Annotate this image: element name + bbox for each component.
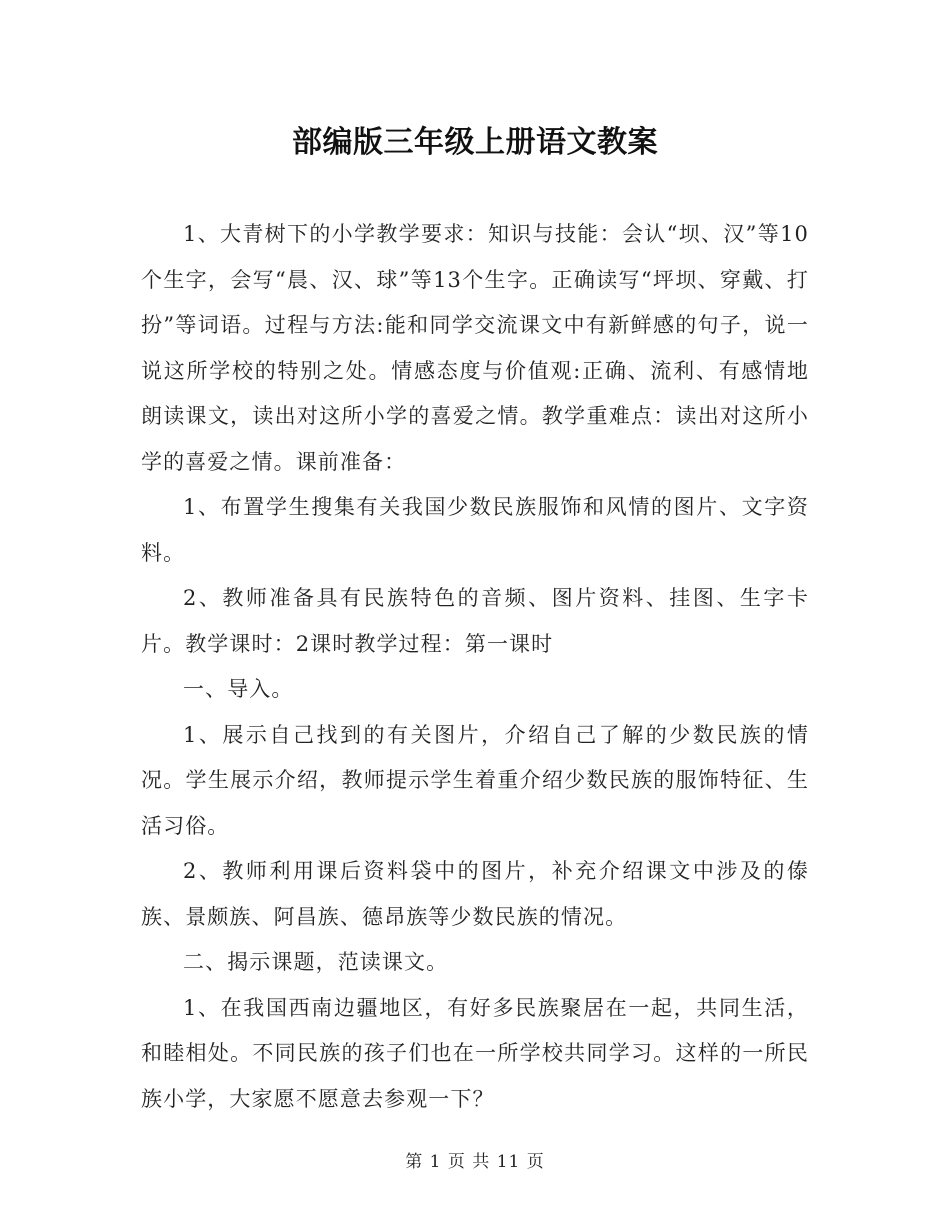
paragraph: 2、教师准备具有民族特色的音频、图片资料、挂图、生字卡片。教学课时：2课时教学过程：第一课时 (141, 586, 809, 656)
paragraph: 1、展示自己找到的有关图片，介绍自己了解的少数民族的情况。学生展示介绍，教师提示学生着重介绍少数民族的服饰特征、生活习俗。 (141, 722, 809, 838)
page-number-footer: 第 1 页 共 11 页 (405, 1152, 545, 1172)
paragraph: 二、揭示课题，范读课文。 (183, 950, 449, 974)
document-body (141, 212, 809, 1122)
page-title: 部编版三年级上册语文教案 (292, 125, 658, 161)
paragraph: 一、导入。 (183, 677, 294, 701)
paragraph: 2、教师利用课后资料袋中的图片，补充介绍课文中涉及的傣族、景颇族、阿昌族、德昂族等少数民族的情况。 (141, 859, 809, 929)
paragraph: 1、布置学生搜集有关我国少数民族服饰和风情的图片、文字资料。 (141, 495, 809, 565)
paragraph: 1、在我国西南边疆地区，有好多民族聚居在一起，共同生活，和睦相处。不同民族的孩子们也在一所学校共同学习。这样的一所民族小学，大家愿不愿意去参观一下？ (141, 995, 809, 1111)
paragraph: 1、大青树下的小学教学要求：知识与技能：会认“坝、汉”等10个生字，会写“晨、汉、球”等13个生字。正确读写“坪坝、穿戴、打扮”等词语。过程与方法:能和同学交流课文中有新鲜感的句子，说一说这所学校的特别之处。情感态度与价值观:正确、流利、有感情地朗读课文，读出对这所小学的喜爱之情。教学重难点：读出对这所小学的喜爱之情。课前准备： (141, 222, 809, 474)
